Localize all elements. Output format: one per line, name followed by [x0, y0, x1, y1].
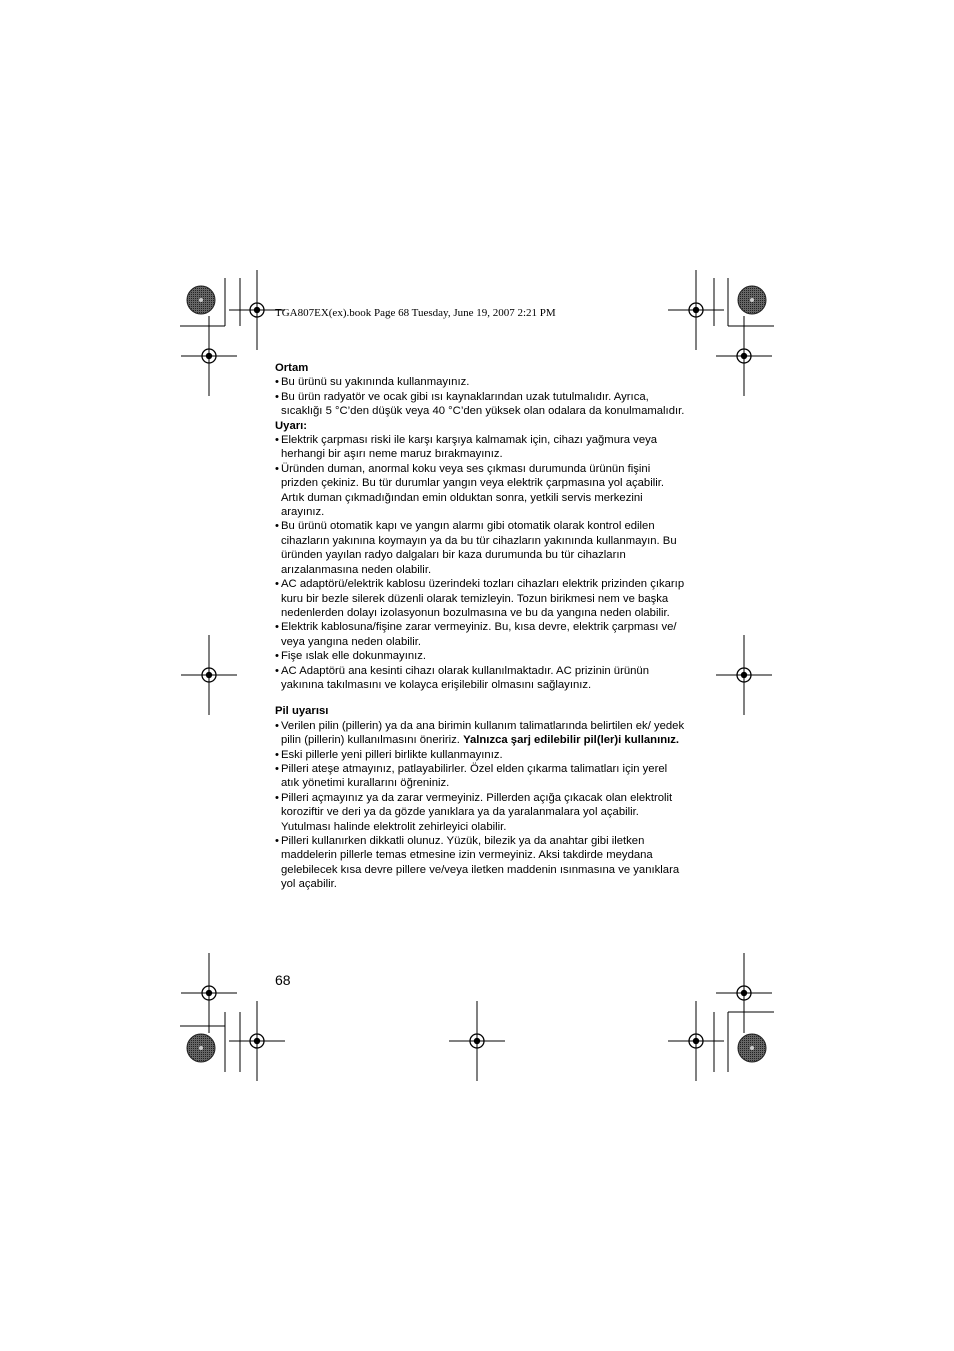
book-print-header: TGA807EX(ex).book Page 68 Tuesday, June 19, 2007 2:21 PM: [275, 307, 556, 319]
list-item: • Elektrik kablosuna/fişine zarar vermeyiniz. Bu, kısa devre, elektrik çarpması ve/ veya yangına neden olabilir.: [275, 620, 687, 649]
ortam-list: [275, 375, 687, 418]
list-item-emphasis: Yalnızca şarj edilebilir pil(ler)i kullanınız.: [463, 734, 680, 747]
registration-mark: [229, 1001, 285, 1081]
section-title-pil-uyarisi: Pil uyarısı: [275, 705, 329, 718]
registration-mark: [449, 1001, 505, 1081]
list-item: • Pilleri açmayınız ya da zarar vermeyiniz. Pillerden açığa çıkacak olan elektrolit koroziftir ve deri ya da gözde yanıklara ya da yaralanmalara yol açabilir. Yutulması halinde elektrolit zehirleyici olabilir.: [275, 791, 687, 834]
registration-mark: [181, 953, 237, 1033]
registration-mark: [716, 635, 772, 715]
section-title-ortam: Ortam: [275, 362, 309, 374]
list-item: • Elektrik çarpması riski ile karşı karşıya kalmamak için, cihazı yağmura veya herhangi bir aşırı neme maruz bırakmayınız.: [275, 433, 687, 462]
registration-mark: [181, 316, 237, 396]
registration-mark: [716, 316, 772, 396]
list-item: • Pilleri ateşe atmayınız, patlayabilirler. Özel elden çıkarma talimatları için yerel atık yönetimi kurallarını öğreniniz.: [275, 762, 687, 791]
pil-list: [275, 719, 687, 892]
uyari-list: [275, 433, 687, 692]
list-item-text: Verilen pilin (pillerin) ya da ana birimin kullanım talimatlarında belirtilen ek/ yedek pilin (pillerin) kullanılmasını öneririz.: [281, 719, 685, 747]
list-item: • AC adaptörü/elektrik kablosu üzerindeki tozları cihazları elektrik prizinden çıkarıp kuru bir bezle silerek düzenli olarak temizleyin. Tozun birikmesi nem ve başka nedenlerden dolayı izolasyonun bozulmasına ve bu da yangına neden olabilir.: [275, 577, 687, 620]
list-item: • Pilleri kullanırken dikkatli olunuz. Yüzük, bilezik ya da anahtar gibi iletken maddelerin pillerle temas etmesine izin vermeyiniz. Aksi takdirde meydana gelebilecek kısa devre pillere ve/veya iletken maddenin ısınmasına ve yanıklara yol açabilir.: [275, 834, 687, 892]
color-bar-mark: [187, 1034, 215, 1062]
color-bar-mark: [738, 1034, 766, 1062]
list-item: • Bu ürünü otomatik kapı ve yangın alarmı gibi otomatik olarak kontrol edilen cihazların yakınına koymayın ya da bu tür cihazların yakınında kullanmayın. Bu üründen yayılan radyo dalgaları bir kaza durumunda bu tür cihazların arızalanmasına neden olabilir.: [275, 519, 687, 577]
page-body: [275, 361, 687, 892]
list-item: • Bu ürün radyatör ve ocak gibi ısı kaynaklarından uzak tutulmalıdır. Ayrıca, sıcaklığı 5 °C’den düşük veya 40 °C’den yüksek olan odalara da konulmamalıdır.: [275, 390, 687, 419]
list-item: • Üründen duman, anormal koku veya ses çıkması durumunda ürünün fişini prizden çekiniz. Bu tür durumlar yangın veya elektrik çarpmasına yol açabilir. Artık duman çıkmadığından emin olduktan sonra, yetkili servis merkezini arayınız.: [275, 462, 687, 520]
list-item: • Eski pillerle yeni pilleri birlikte kullanmayınız.: [275, 748, 687, 762]
section-title-uyari: Uyarı:: [275, 419, 308, 432]
registration-mark: [668, 1001, 724, 1081]
page-number: 68: [275, 972, 291, 988]
list-item: • Bu ürünü su yakınında kullanmayınız.: [275, 375, 687, 389]
color-bar-mark: [738, 286, 766, 314]
list-item: [275, 719, 687, 748]
color-bar-mark: [187, 286, 215, 314]
list-item: • AC Adaptörü ana kesinti cihazı olarak kullanılmaktadır. AC prizinin ürünün yakınına takılmasını ve kolayca erişilebilir olmasını sağlayınız.: [275, 664, 687, 693]
registration-mark: [181, 635, 237, 715]
registration-mark: [716, 953, 772, 1033]
list-item: • Fişe ıslak elle dokunmayınız.: [275, 649, 687, 663]
registration-mark: [668, 270, 724, 350]
